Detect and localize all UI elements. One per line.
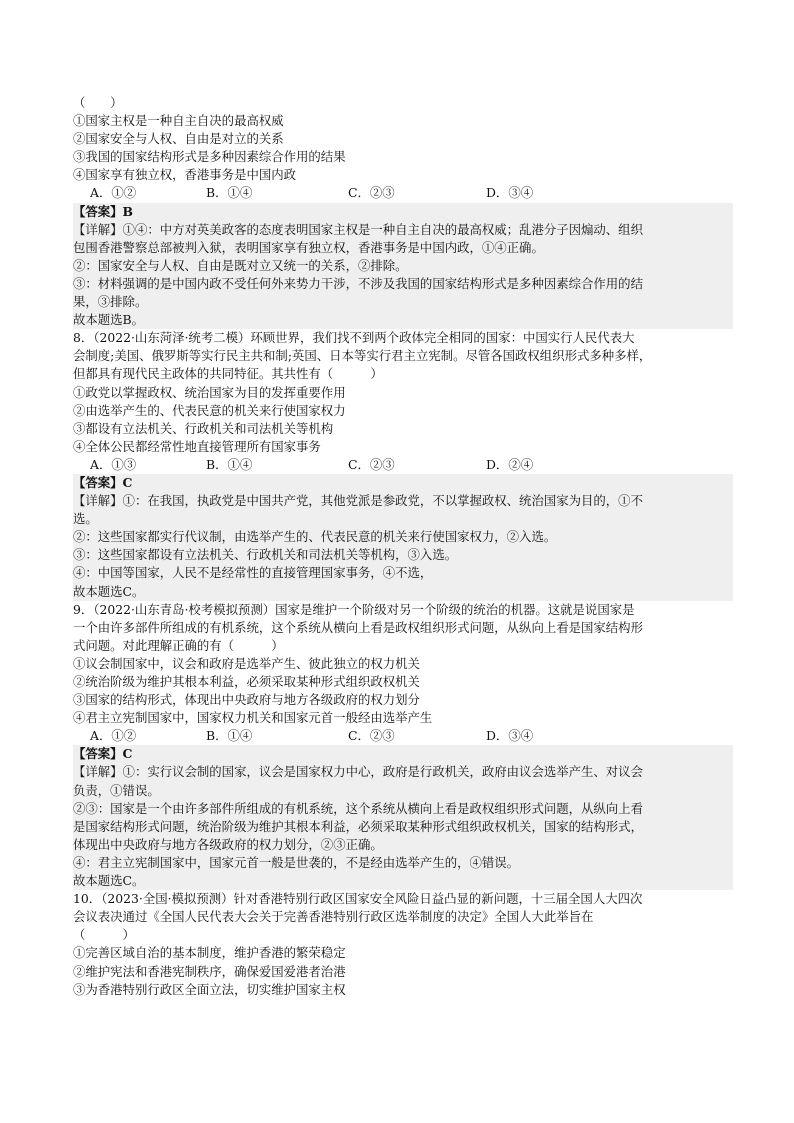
q8-choice-d: D．②④ xyxy=(486,456,534,472)
q7-detail-5: 果，③排除。 xyxy=(73,294,148,310)
q9-detail-2: 负责，①错误。 xyxy=(73,782,160,798)
q7-choice-b: B．①④ xyxy=(206,185,253,201)
q7-detail-3: ②：国家安全与人权、自由是既对立又统一的关系，②排除。 xyxy=(73,257,408,273)
q8-detail-2: 选。 xyxy=(73,511,98,527)
q9-detail-5: 体现出中央政府与地方各级政府的权力划分，②③正确。 xyxy=(73,836,383,852)
q9-choice-d: D．③④ xyxy=(486,728,534,744)
q9-detail-1: 【详解】①：实行议会制的国家，议会是国家权力中心，政府是行政机关，政府由议会选举产生、对议会 xyxy=(73,764,643,780)
q9-answer: 【答案】C xyxy=(73,745,733,763)
q7-answer: 【答案】B xyxy=(73,203,733,221)
q8-answer: 【答案】C xyxy=(73,474,733,492)
q8-detail-1: 【详解】①：在我国，执政党是中国共产党，其他党派是参政党，不以掌握政权、统治国家为目的，①不 xyxy=(73,493,643,509)
q7-choice-a: A．①② xyxy=(90,185,137,201)
q10-option-2: ②维护宪法和香港宪制秩序，确保爱国爱港者治港 xyxy=(73,963,346,979)
q10-option-1: ①完善区域自治的基本制度，维护香港的繁荣稳定 xyxy=(73,945,346,961)
q7-option-1: ①国家主权是一种自主自决的最高权威 xyxy=(73,113,284,129)
q10-stem-2: 会议表决通过《全国人民代表大会关于完善香港特别行政区选举制度的决定》全国人大此举旨在 xyxy=(73,909,594,925)
q7-choices xyxy=(73,184,733,202)
document-page xyxy=(73,94,733,999)
q8-option-2: ②由选举产生的、代表民意的机关来行使国家权力 xyxy=(73,402,346,418)
q7-choice-c: C．②③ xyxy=(348,185,395,201)
q9-option-3: ③国家的结构形式，体现出中央政府与地方各级政府的权力划分 xyxy=(73,692,420,708)
q8-option-4: ④全体公民都经常性地直接管理所有国家事务 xyxy=(73,438,321,454)
q9-stem-1: 9．（2022·山东青岛·校考模拟预测）国家是维护一个阶级对另一个阶级的统治的机器。这就是说国家是 xyxy=(73,601,635,617)
q9-choice-a: A．①② xyxy=(90,728,137,744)
q9-detail-4: 是国家结构形式问题，统治阶级为维护其根本利益，必须采取某种形式组织政权机关，国家的结构形式， xyxy=(73,818,643,834)
q9-option-4: ④君主立宪制国家中，国家权力机关和国家元首一般经由选举产生 xyxy=(73,710,433,726)
q8-stem-1: 8．（2022·山东菏泽·统考二模）环顾世界，我们找不到两个政体完全相同的国家：中国实行人民代表大 xyxy=(73,330,635,346)
q7-option-3: ③我国的国家结构形式是多种因素综合作用的结果 xyxy=(73,149,346,165)
q9-option-2: ②统治阶级为维护其根本利益，必须采取某种形式组织政权机关 xyxy=(73,674,420,689)
q10-option-3: ③为香港特别行政区全面立法，切实维护国家主权 xyxy=(73,981,346,997)
q8-choices xyxy=(73,456,733,474)
q9-option-1: ①议会制国家中，议会和政府是选举产生、彼此独立的权力机关 xyxy=(73,655,420,671)
q9-conclusion: 故本题选C。 xyxy=(73,873,145,889)
q8-conclusion: 故本题选C。 xyxy=(73,583,145,599)
q7-option-2: ②国家安全与人权、自由是对立的关系 xyxy=(73,131,284,147)
q7-conclusion: 故本题选B。 xyxy=(73,312,145,328)
q8-detail-4: ③：这些国家都设有立法机关、行政机关和司法机关等机构，③入选。 xyxy=(73,547,458,563)
q7-option-4: ④国家享有独立权，香港事务是中国内政 xyxy=(73,167,297,183)
q8-solution xyxy=(73,474,733,601)
q7-stem-tail: （ ） xyxy=(73,95,123,110)
q9-detail-6: ④：君主立宪制国家中，国家元首一般是世袭的，不是经由选举产生的，④错误。 xyxy=(73,854,520,870)
q8-detail-3: ②：这些国家都实行代议制，由选举产生的、代表民意的机关来行使国家权力，②入选。 xyxy=(73,529,557,545)
q8-option-3: ③都设有立法机关、行政机关和司法机关等机构 xyxy=(73,420,334,436)
q8-stem-2: 会制度;美国、俄罗斯等实行民主共和制;英国、日本等实行君主立宪制。尽管各国政权组织形式多种多样， xyxy=(73,348,652,364)
q9-stem-2: 一个由许多部件所组成的有机系统，这个系统从横向上看是政权组织形式问题，从纵向上看是国家结构形 xyxy=(73,619,643,635)
q7-detail-2: 包围香港警察总部被判入狱，表明国家享有独立权，香港事务是中国内政，①④正确。 xyxy=(73,239,544,255)
q8-choice-c: C．②③ xyxy=(348,456,395,472)
q10-stem-1: 10．（2023·全国·模拟预测）针对香港特别行政区国家安全风险日益凸显的新问题，十三届全国人大四次 xyxy=(73,891,643,907)
q8-choice-a: A．①③ xyxy=(90,456,137,472)
q7-detail-4: ③：材料强调的是中国内政不受任何外来势力干涉，不涉及我国的国家结构形式是多种因素综合作用的结 xyxy=(73,275,643,291)
q8-detail-5: ④：中国等国家，人民不是经常性的直接管理国家事务，④不选， xyxy=(73,565,433,581)
q9-stem-3: 式问题。对此理解正确的有（ ） xyxy=(73,637,284,653)
q7-choice-d: D．③④ xyxy=(486,185,534,201)
q8-stem-3: 但都具有现代民主政体的共同特征。其共性有（ ） xyxy=(73,366,383,382)
q8-option-1: ①政党以掌握政权、统治国家为目的发挥重要作用 xyxy=(73,384,346,400)
q10-stem-3: （ ） xyxy=(73,927,135,943)
q7-solution xyxy=(73,203,733,330)
q8-choice-b: B．①④ xyxy=(206,456,253,472)
q7-detail-1: 【详解】①④：中方对英美政客的态度表明国家主权是一种自主自决的最高权威；乱港分子因煽动、组织 xyxy=(73,221,643,237)
q9-detail-3: ②③：国家是一个由许多部件所组成的有机系统，这个系统从横向上看是政权组织形式问题，从纵向上看 xyxy=(73,800,643,816)
q9-solution xyxy=(73,745,733,890)
q9-choice-b: B．①④ xyxy=(206,728,253,744)
q9-choices xyxy=(73,727,733,745)
q9-choice-c: C．②③ xyxy=(348,728,395,744)
